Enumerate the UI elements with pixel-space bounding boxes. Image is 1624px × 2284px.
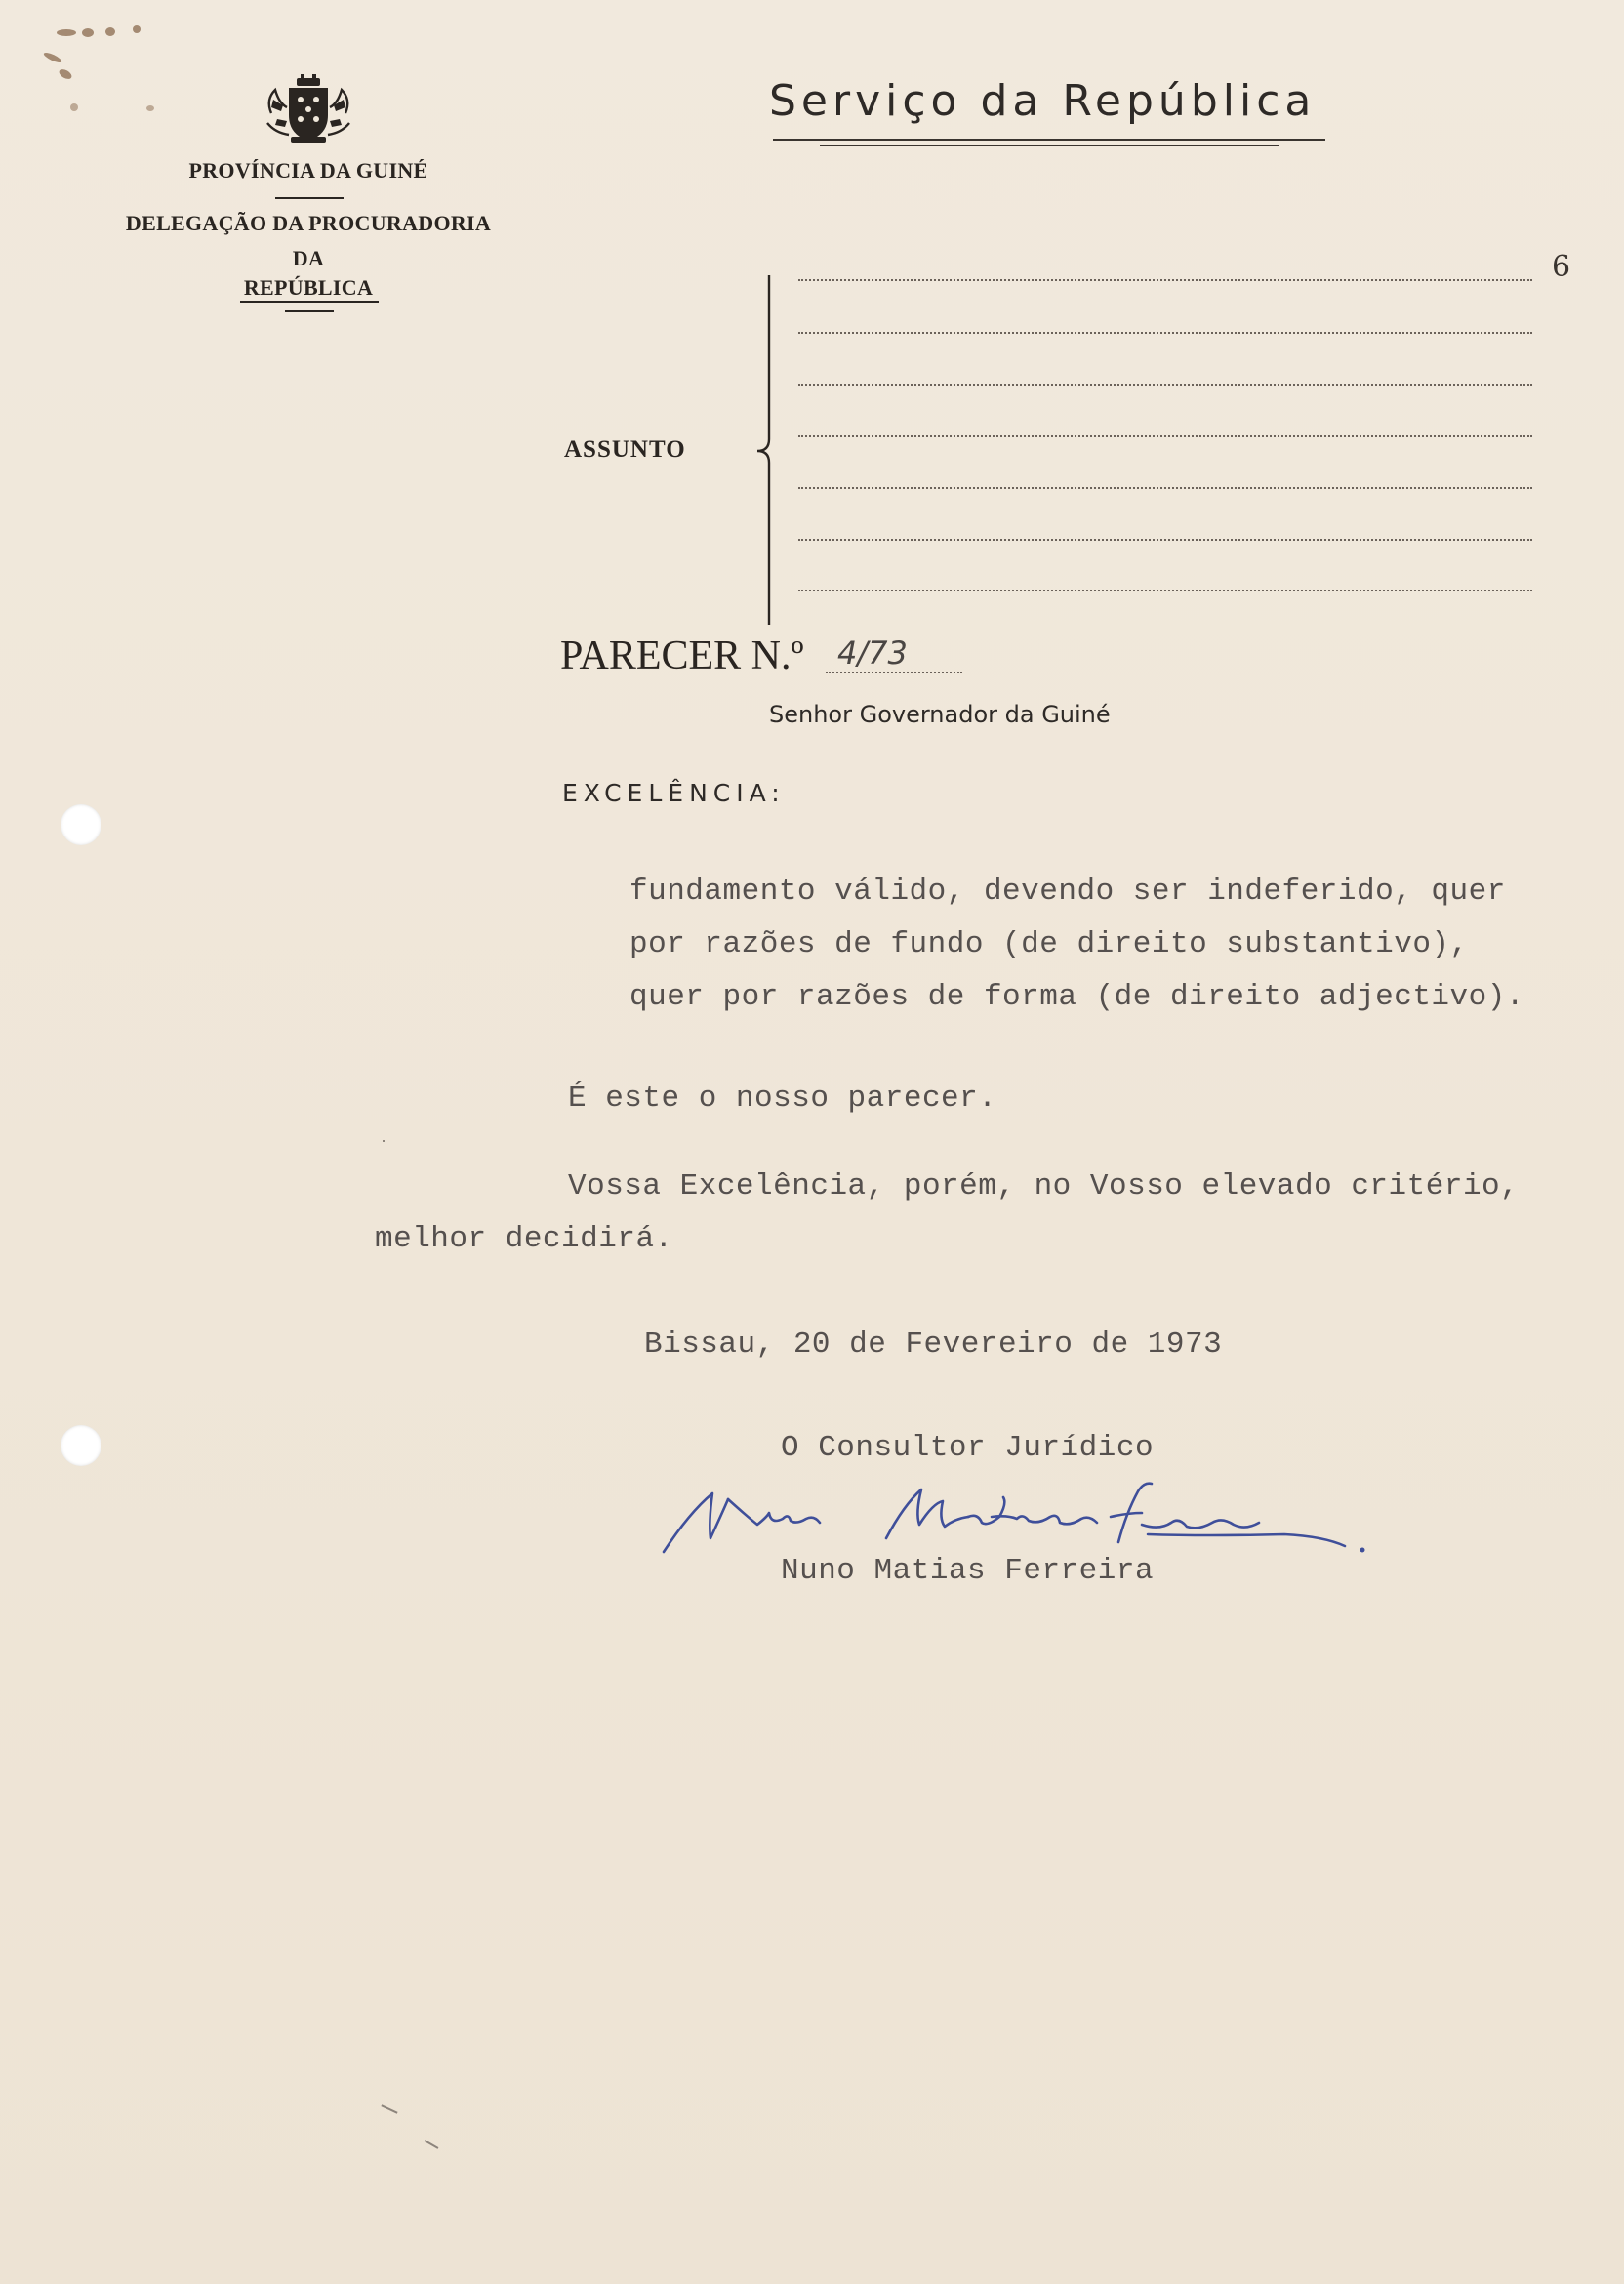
subject-line: [798, 590, 1532, 591]
body-line: fundamento válido, devendo ser indeferido, quer: [629, 875, 1506, 909]
subject-line: [798, 384, 1532, 386]
opinion-label: PARECER N.º: [560, 633, 804, 678]
punch-hole: [61, 1425, 102, 1466]
province-name: PROVÍNCIA DA GUINÉ: [188, 158, 428, 183]
stain-mark: [82, 28, 94, 37]
stain-mark: [57, 29, 76, 36]
body-paragraph: É este o nosso parecer.: [568, 1081, 997, 1116]
opinion-number: 4/73: [837, 634, 908, 672]
subject-line: [798, 435, 1532, 437]
subject-label: ASSUNTO: [564, 436, 686, 463]
subject-brace: [751, 273, 781, 627]
paper-mark: [381, 2104, 397, 2113]
subject-line: [798, 332, 1532, 334]
paper-mark: [425, 2140, 439, 2149]
delegation-line-3: REPÚBLICA: [243, 275, 374, 300]
service-title: Serviço da República: [769, 76, 1317, 126]
signer-name: Nuno Matias Ferreira: [781, 1554, 1155, 1588]
stain-mark: [146, 105, 154, 111]
opinion-number-line: [826, 672, 962, 673]
stain-mark: [105, 27, 115, 36]
body-line: melhor decidirá.: [375, 1222, 673, 1256]
signer-role: O Consultor Jurídico: [781, 1431, 1155, 1465]
place-date: Bissau, 20 de Fevereiro de 1973: [644, 1327, 1223, 1362]
body-line: Vossa Excelência, porém, no Vosso elevado critério,: [568, 1169, 1520, 1203]
divider-rule: [240, 301, 379, 303]
stain-mark: [133, 25, 141, 33]
salutation: EXCELÊNCIA:: [562, 779, 786, 807]
body-line: quer por razões de forma (de direito adjectivo).: [629, 980, 1524, 1014]
divider-rule: [275, 197, 344, 199]
stain-mark: [58, 67, 73, 81]
body-line: por razões de fundo (de direito substantivo),: [629, 927, 1469, 961]
title-underline: [773, 139, 1325, 141]
divider-rule: [285, 310, 334, 312]
handwritten-signature: [660, 1474, 1372, 1562]
subject-line: [798, 279, 1532, 281]
stain-mark: [43, 51, 63, 64]
subject-line: [798, 539, 1532, 541]
delegation-line-1: DELEGAÇÃO DA PROCURADORIA: [125, 211, 492, 235]
page-number: 6: [1552, 250, 1571, 284]
addressee: Senhor Governador da Guiné: [769, 701, 1111, 728]
stain-mark: [70, 103, 78, 111]
delegation-line-2: DA: [292, 246, 325, 270]
coat-of-arms-icon: [262, 74, 355, 148]
punch-hole: [61, 804, 102, 845]
subject-line: [798, 487, 1532, 489]
title-underline: [820, 145, 1279, 146]
paper-mark: [383, 1140, 385, 1142]
